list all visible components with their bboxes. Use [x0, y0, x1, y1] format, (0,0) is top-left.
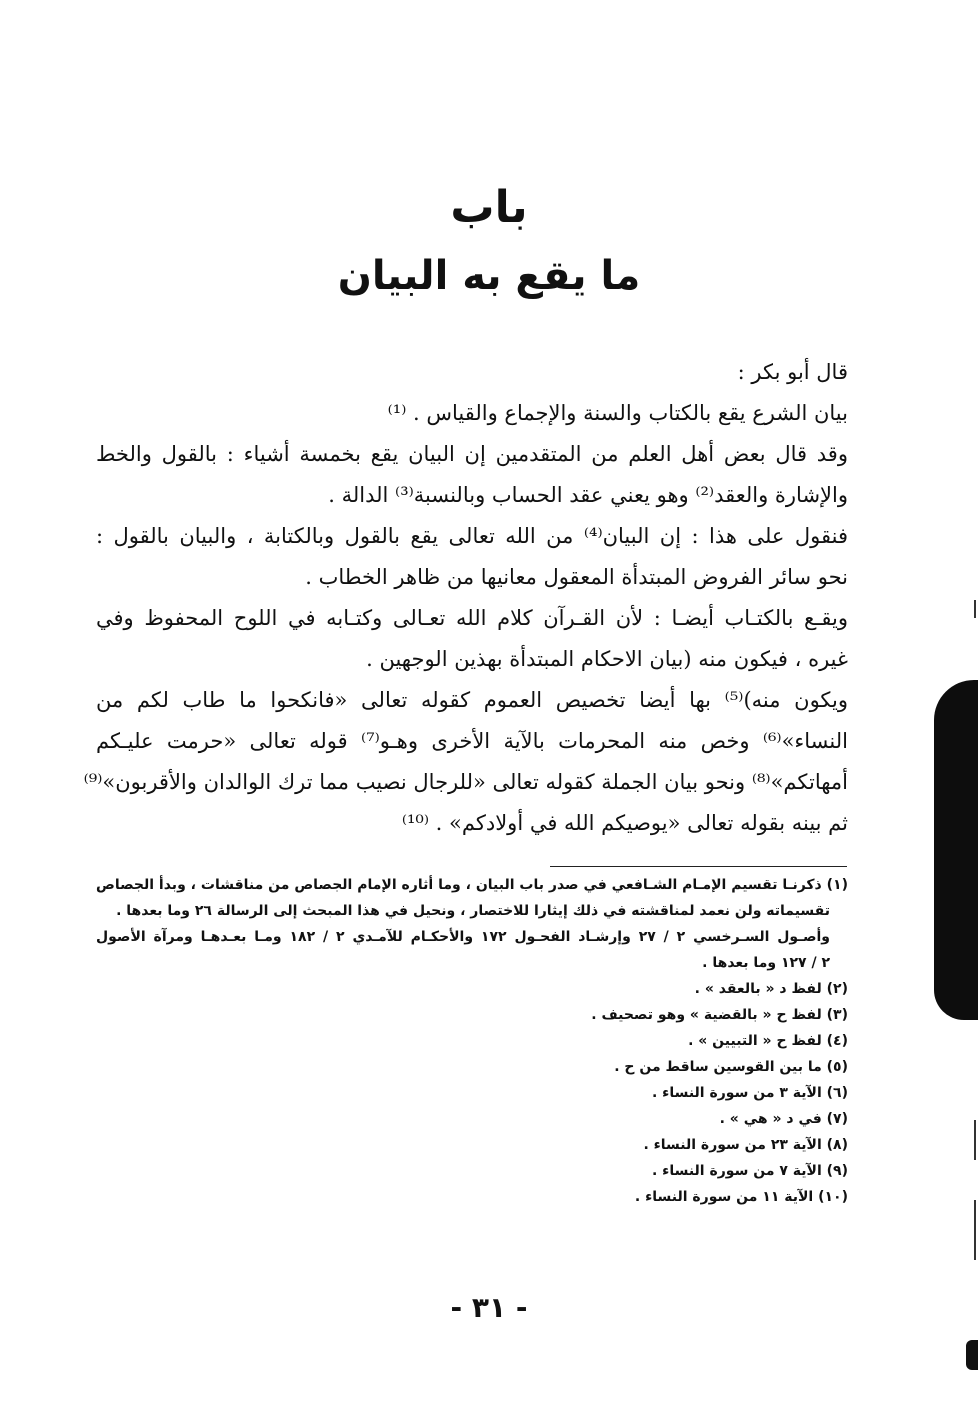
text-line: النساء»⁽⁶⁾ وخص منه المحرمات بالآية الأخرى وهـو⁽⁷⁾ قوله تعالى «حرمت عليـكم	[96, 729, 848, 753]
footnote-line: (١) ذكرنـا تقسيم الإمـام الشـافعي في صدر باب البيان ، وما أثاره الإمام الجصاص من مناقشات ، وبدأ الجصاص	[96, 877, 848, 893]
text-line: ثم بينه بقوله تعالى «يوصيكم الله في أولادكم» . ⁽¹⁰⁾	[401, 811, 848, 835]
scan-corner-mark	[966, 1340, 978, 1370]
scan-edge-mark	[974, 1200, 976, 1260]
footnote-line: (٣) لفظ ح « بالقضية » وهو تصحيف .	[591, 1007, 848, 1023]
footnote-line: (٦) الآية ٣ من سورة النساء .	[651, 1085, 848, 1101]
main-text	[83, 352, 849, 844]
chapter-heading: باب	[450, 182, 528, 233]
scan-edge-mark	[974, 1120, 976, 1160]
text-line: غيره ، فيكون منه (بيان الاحكام المبتدأة بهذين الوجهين .	[366, 647, 848, 671]
footnote-line: (٨) الآية ٢٣ من سورة النساء .	[643, 1137, 848, 1153]
text-line: فنقول على هذا : إن البيان⁽⁴⁾ من الله تعالى يقع بالقول وبالكتابة ، والبيان بالقول :	[96, 524, 848, 548]
footnote-line: (٤) لفظ ح « التبيين » .	[688, 1033, 848, 1049]
text-line: نحو سائر الفروض المبتدأة المعقول معانيها من ظاهر الخطاب .	[305, 565, 848, 589]
footnote-line: (٢) لفظ د « بالعقد » .	[694, 981, 848, 997]
text-line: وقد قال بعض أهل العلم من المتقدمين إن البيان يقع بخمسة أشياء : بالقول والخط	[96, 442, 848, 466]
text-line: ويكون منه)⁽⁵⁾ بها أيضا تخصيص العموم كقوله تعالى «فانكحوا ما طاب لكم من	[96, 688, 848, 712]
footnote-line: (٩) الآية ٧ من سورة النساء .	[651, 1163, 848, 1179]
scan-edge-shadow	[934, 680, 978, 1020]
footnote-line: وأصـول السـرخسي ٢ / ٢٧ وإرشـاد الفحـول ١٧٢ والأحكـام للآمـدي ٢ / ١٨٢ ومـا بعـدهـا ومرآة الأصول	[96, 929, 830, 945]
footnotes	[96, 872, 848, 1210]
chapter-title: ما يقع به البيان	[337, 253, 641, 299]
scan-edge-mark	[974, 600, 976, 618]
text-line: بيان الشرع يقع بالكتاب والسنة والإجماع والقياس . ⁽¹⁾	[387, 401, 848, 425]
footnote-line: (٥) ما بين القوسين ساقط من ح .	[614, 1059, 848, 1075]
text-line: ويقـع بالكتـاب أيضـا : لأن القـرآن كلام الله تعـالى وكتـابه في اللوح المحفوظ وفي	[96, 606, 849, 630]
footnote-line: تقسيماته ولن نعمد لمناقشته في ذلك إيثارا للاختصار ، ونحيل في هذا المبحث إلى الرسالة ٢٦ وما بعدها .	[116, 903, 830, 919]
text-line: قال أبو بكر :	[737, 360, 848, 384]
text-line: والإشارة والعقد⁽²⁾ وهو يعني عقد الحساب وبالنسبة⁽³⁾ الدالة .	[328, 483, 848, 507]
page-number: - ٣١ -	[450, 1291, 528, 1324]
footnote-divider	[550, 866, 847, 867]
footnote-line: (٧) في د « هي » .	[719, 1111, 848, 1127]
text-line: أمهاتكم»⁽⁸⁾ ونحو بيان الجملة كقوله تعالى «للرجال نصيب مما ترك الوالدان والأقربون»⁽⁹⁾	[83, 770, 848, 794]
footnote-line: (١٠) الآية ١١ من سورة النساء .	[634, 1189, 848, 1205]
footnote-line: ٢ / ١٢٧ وما بعدها .	[702, 955, 830, 971]
